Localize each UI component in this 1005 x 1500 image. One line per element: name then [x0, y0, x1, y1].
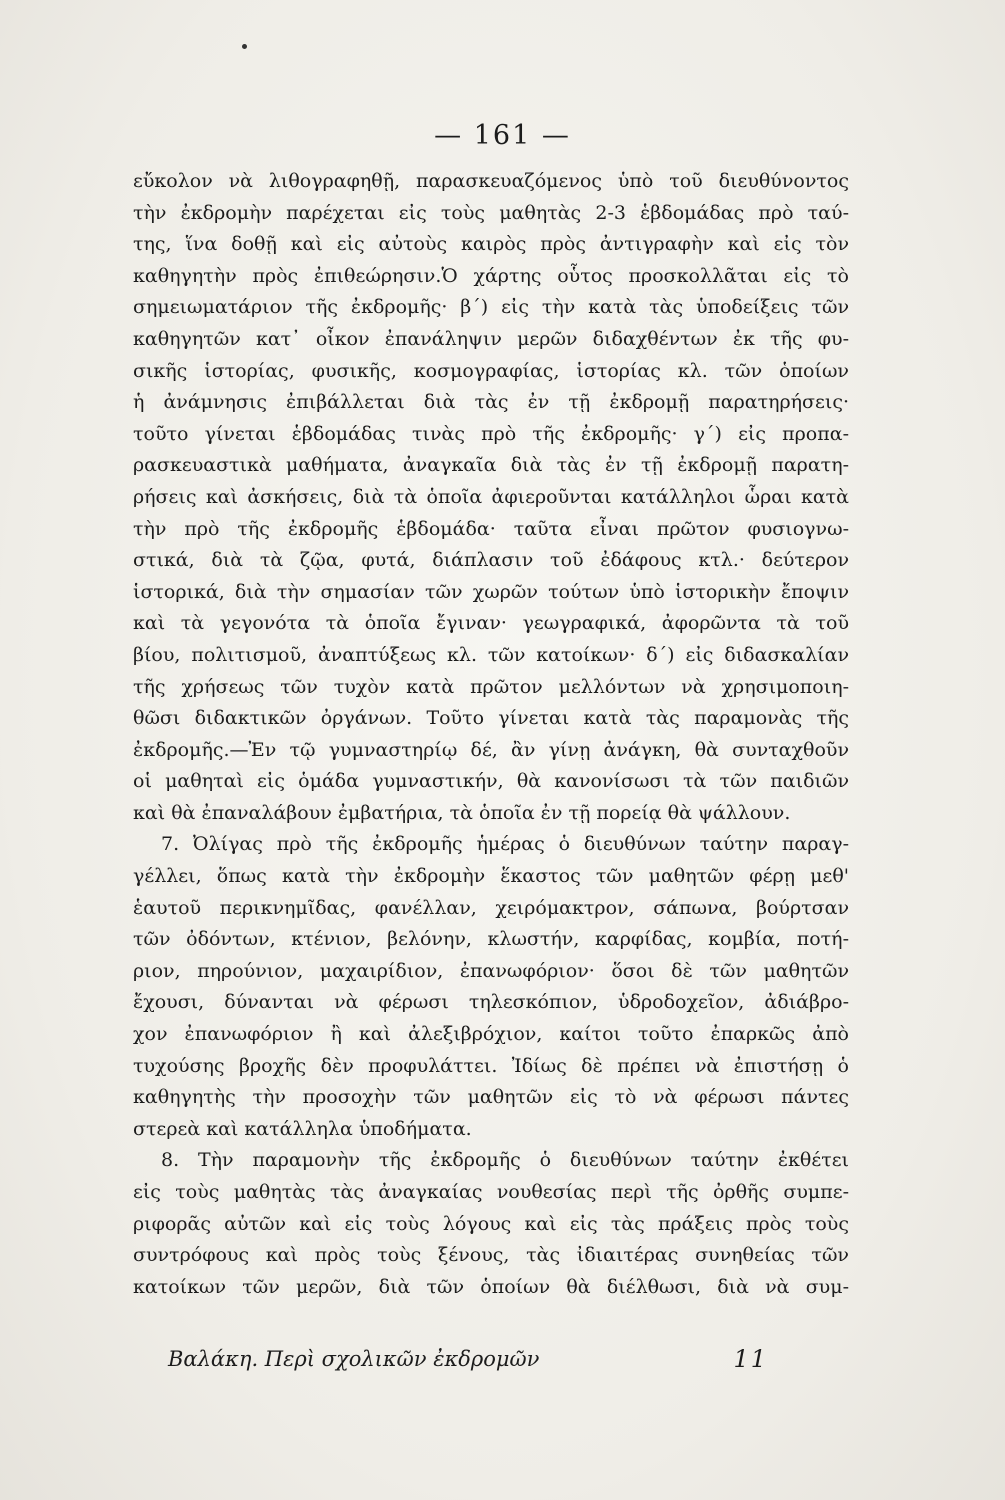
text-line: συντρόφους καὶ πρὸς τοὺς ξένους, τὰς ἰδιαιτέρας συνηθείας τῶν [133, 1244, 849, 1267]
text-line: τυχούσης βροχῆς δὲν προφυλάττει. Ἰδίως δὲ πρέπει νὰ ἐπιστήσῃ ὁ [133, 1054, 849, 1077]
text-line: τῶν ὀδόντων, κτένιον, βελόνην, κλωστήν, καρφίδας, κομβία, ποτή- [133, 928, 849, 951]
text-line: 7. Ὀλίγας πρὸ τῆς ἐκδρομῆς ἡμέρας ὁ διευθύνων ταύτην παραγ- [161, 833, 849, 856]
body-text [133, 166, 849, 1303]
text-line: 8. Τὴν παραμονὴν τῆς ἐκδρομῆς ὁ διευθύνων ταύτην ἐκθέτει [161, 1149, 849, 1172]
text-line: ρασκευαστικὰ μαθήματα, ἀναγκαῖα διὰ τὰς ἐν τῇ ἐκδρομῇ παρατη- [133, 454, 849, 477]
text-line: ἱστορικά, διὰ τὴν σημασίαν τῶν χωρῶν τούτων ὑπὸ ἱστορικὴν ἔποψιν [133, 580, 849, 603]
text-line: ἡ ἀνάμνησις ἐπιβάλλεται διὰ τὰς ἐν τῇ ἐκδρομῇ παρατηρήσεις· [133, 391, 849, 414]
text-line: ἔχουσι, δύνανται νὰ φέρωσι τηλεσκόπιον, ὑδροδοχεῖον, ἀδιάβρο- [133, 991, 849, 1014]
text-line: ἑαυτοῦ περικνημῖδας, φανέλλαν, χειρόμακτρον, σάπωνα, βούρτσαν [133, 896, 849, 919]
text-line: γέλλει, ὅπως κατὰ τὴν ἐκδρομὴν ἕκαστος τῶν μαθητῶν φέρῃ μεθ' [133, 865, 849, 888]
text-line: χον ἐπανωφόριον ἢ καὶ ἀλεξιβρόχιον, καίτοι τοῦτο ἐπαρκῶς ἀπὸ [133, 1023, 849, 1046]
text-line: καθηγητὴν πρὸς ἐπιθεώρησιν.Ὁ χάρτης οὗτος προσκολλᾶται εἰς τὸ [133, 264, 849, 287]
text-line: εὔκολον νὰ λιθογραφηθῇ, παρασκευαζόμενος ὑπὸ τοῦ διευθύνοντος [133, 170, 849, 192]
text-line: τοῦτο γίνεται ἑβδομάδας τινὰς πρὸ τῆς ἐκδρομῆς· γ΄) εἰς προπα- [133, 422, 849, 445]
page-footer [168, 1342, 768, 1376]
text-line: στικά, διὰ τὰ ζῷα, φυτά, διάπλασιν τοῦ ἐδάφους κτλ.· δεύτερον [133, 549, 849, 572]
text-line: τῆς χρήσεως τῶν τυχὸν κατὰ πρῶτον μελλόντων νὰ χρησιμοποιη- [133, 675, 849, 698]
text-line: της, ἵνα δοθῇ καὶ εἰς αὐτοὺς καιρὸς πρὸς ἀντιγραφὴν καὶ εἰς τὸν [133, 233, 849, 256]
text-line: ἐκδρομῆς.—Ἐν τῷ γυμναστηρίῳ δέ, ἂν γίνῃ ἀνάγκη, θὰ συνταχθοῦν [133, 738, 849, 761]
text-line: σημειωματάριον τῆς ἐκδρομῆς· β΄) εἰς τὴν κατὰ τὰς ὑποδείξεις τῶν [133, 296, 849, 319]
footer-running-title: Βαλάκη. Περὶ σχολικῶν ἐκδρομῶν [168, 1347, 540, 1371]
text-line: οἱ μαθηταὶ εἰς ὁμάδα γυμναστικήν, θὰ κανονίσωσι τὰ τῶν παιδιῶν [133, 770, 849, 793]
text-line: καὶ θὰ ἐπαναλάβουν ἐμβατήρια, τὰ ὁποῖα ἐν τῇ πορείᾳ θὰ ψάλλουν. [133, 801, 791, 824]
text-line: εἰς τοὺς μαθητὰς τὰς ἀναγκαίας νουθεσίας περὶ τῆς ὀρθῆς συμπε- [133, 1181, 849, 1203]
text-line: τὴν ἐκδρομὴν παρέχεται εἰς τοὺς μαθητὰς 2-3 ἑβδομάδας πρὸ ταύ- [133, 201, 849, 224]
text-line: στερεὰ καὶ κατάλληλα ὑποδήματα. [133, 1117, 472, 1140]
text-line: σικῆς ἱστορίας, φυσικῆς, κοσμογραφίας, ἱστορίας κλ. τῶν ὁποίων [133, 359, 849, 382]
ink-speck [242, 44, 247, 49]
page-number: — 161 — [434, 120, 571, 151]
text-line: καθηγητὴς τὴν προσοχὴν τῶν μαθητῶν εἰς τὸ νὰ φέρωσι πάντες [133, 1086, 849, 1109]
text-line: τὴν πρὸ τῆς ἐκδρομῆς ἑβδομάδα· ταῦτα εἶναι πρῶτον φυσιογνω- [133, 517, 849, 540]
text-line: καὶ τὰ γεγονότα τὰ ὁποῖα ἔγιναν· γεωγραφικά, ἀφορῶντα τὰ τοῦ [133, 612, 849, 635]
text-line: ριφορᾶς αὐτῶν καὶ εἰς τοὺς λόγους καὶ εἰς τὰς πράξεις πρὸς τοὺς [133, 1212, 849, 1235]
footer-signature-mark: 11 [733, 1345, 768, 1373]
text-line: θῶσι διδακτικῶν ὀργάνων. Τοῦτο γίνεται κατὰ τὰς παραμονὰς τῆς [133, 707, 849, 730]
text-line: κατοίκων τῶν μερῶν, διὰ τῶν ὁποίων θὰ διέλθωσι, διὰ νὰ συμ- [133, 1275, 849, 1298]
text-line: βίου, πολιτισμοῦ, ἀναπτύξεως κλ. τῶν κατοίκων· δ΄) εἰς διδασκαλίαν [133, 643, 849, 666]
text-line: ριον, πηρούνιον, μαχαιρίδιον, ἐπανωφόριον· ὅσοι δὲ τῶν μαθητῶν [133, 959, 849, 982]
text-line: ρήσεις καὶ ἀσκήσεις, διὰ τὰ ὁποῖα ἀφιεροῦνται κατάλληλοι ὧραι κατὰ [133, 485, 849, 508]
text-line: καθηγητῶν κατ᾽ οἶκον ἐπανάληψιν μερῶν διδαχθέντων ἐκ τῆς φυ- [133, 327, 849, 350]
